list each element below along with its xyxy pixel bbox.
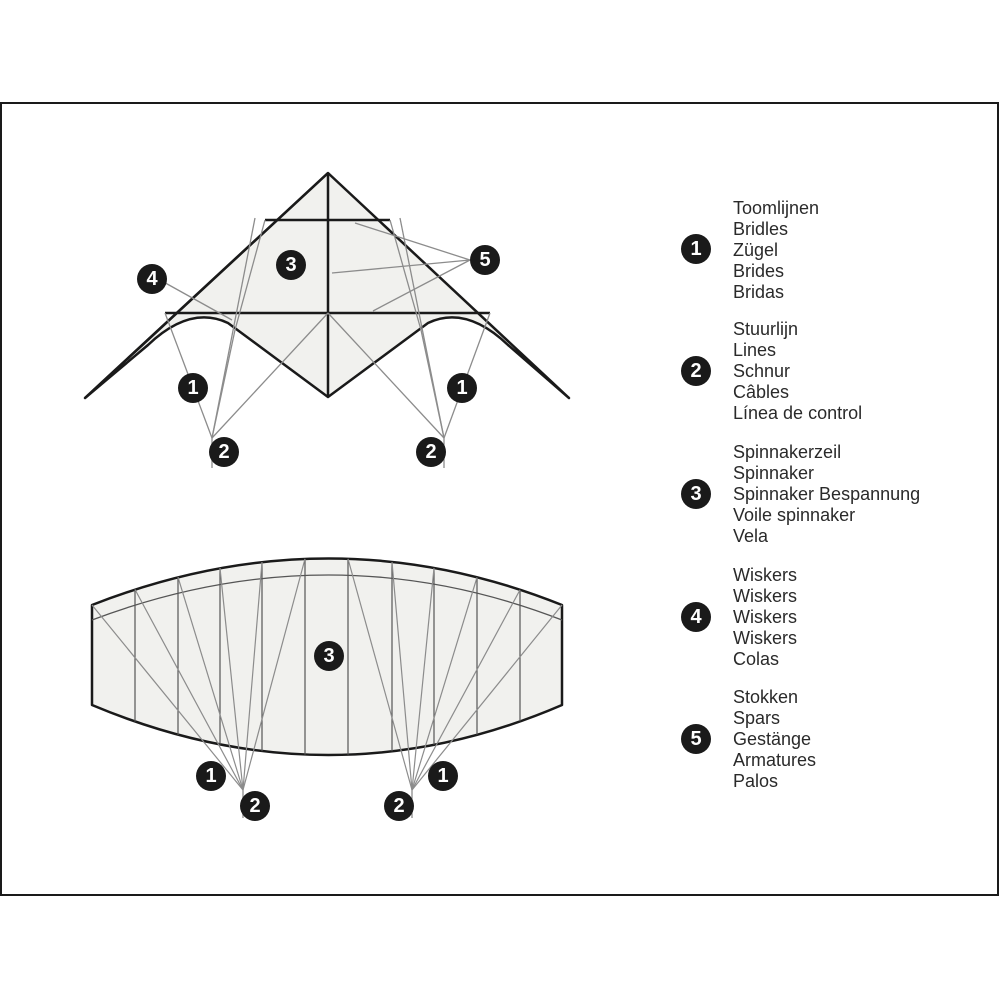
legend-term: Zügel xyxy=(733,240,779,260)
legend-term: Spinnakerzeil xyxy=(733,442,842,462)
legend-term: Palos xyxy=(733,771,779,791)
foil-callout-1-left xyxy=(196,761,226,791)
delta-callout-2-left xyxy=(209,437,239,467)
legend-term: Wiskers xyxy=(733,565,797,585)
svg-text:2: 2 xyxy=(690,360,702,382)
svg-text:1: 1 xyxy=(437,765,449,787)
foil-callout-3 xyxy=(314,641,344,671)
legend-term: Spinnaker Bespannung xyxy=(733,484,921,504)
legend-term: Bridas xyxy=(733,282,785,302)
legend-term: Brides xyxy=(733,261,785,281)
delta-callout-2-right xyxy=(416,437,446,467)
svg-text:5: 5 xyxy=(479,249,491,271)
legend-term: Spinnaker xyxy=(733,463,815,483)
svg-text:1: 1 xyxy=(205,765,217,787)
svg-text:3: 3 xyxy=(690,483,702,505)
legend-term: Vela xyxy=(733,526,769,546)
svg-text:3: 3 xyxy=(285,254,297,276)
legend-term: Wiskers xyxy=(733,586,797,606)
delta-callout-5 xyxy=(470,245,500,275)
legend-term: Armatures xyxy=(733,750,817,770)
foil-callout-2-right xyxy=(384,791,414,821)
legend-term: Wiskers xyxy=(733,628,797,648)
svg-text:4: 4 xyxy=(690,606,702,628)
svg-text:2: 2 xyxy=(425,441,437,463)
svg-text:2: 2 xyxy=(249,795,261,817)
svg-text:3: 3 xyxy=(323,645,335,667)
legend-term: Colas xyxy=(733,649,780,669)
legend-term: Toomlijnen xyxy=(733,198,820,218)
legend-term: Câbles xyxy=(733,382,790,402)
svg-text:5: 5 xyxy=(690,728,702,750)
svg-text:2: 2 xyxy=(218,441,230,463)
svg-text:2: 2 xyxy=(393,795,405,817)
delta-callout-1-right xyxy=(447,373,477,403)
delta-callout-3 xyxy=(276,250,306,280)
legend-term: Schnur xyxy=(733,361,791,381)
delta-callout-1-left xyxy=(178,373,208,403)
legend-term: Voile spinnaker xyxy=(733,505,856,525)
delta-callout-4 xyxy=(137,264,167,294)
svg-text:4: 4 xyxy=(146,268,158,290)
legend-term: Gestänge xyxy=(733,729,812,749)
legend-term: Spars xyxy=(733,708,781,728)
legend-term: Línea de control xyxy=(733,403,863,423)
legend-term: Lines xyxy=(733,340,777,360)
legend-term: Stokken xyxy=(733,687,799,707)
legend-term: Stuurlijn xyxy=(733,319,799,339)
legend-term: Wiskers xyxy=(733,607,797,627)
foil-callout-1-right xyxy=(428,761,458,791)
legend-term: Bridles xyxy=(733,219,789,239)
svg-text:1: 1 xyxy=(456,377,468,399)
svg-text:1: 1 xyxy=(187,377,199,399)
foil-callout-2-left xyxy=(240,791,270,821)
svg-text:1: 1 xyxy=(690,238,702,260)
